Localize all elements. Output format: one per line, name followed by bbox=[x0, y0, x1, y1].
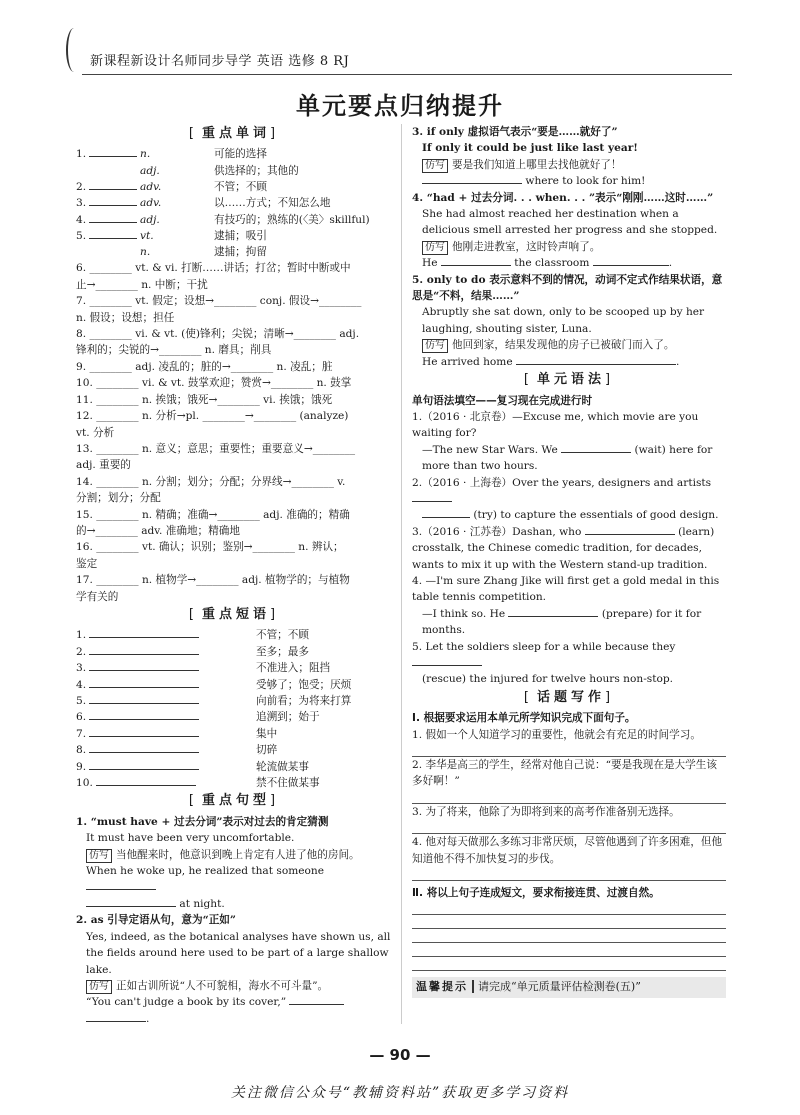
example-sentence: She had almost reached her destination when a delicious smell arrested her progress and she stopped. bbox=[422, 208, 718, 237]
example-sentence: Abruptly she sat down, only to be scooped up by her laughing, shouting sister, Luna. bbox=[422, 306, 705, 335]
grammar-question: —I think so. He (prepare) for it for months. bbox=[422, 607, 702, 637]
answer-line: at night. bbox=[76, 896, 392, 912]
writing-answer-line[interactable] bbox=[412, 867, 726, 881]
vocab-line: 16. ________ vt. 确认；识别；鉴别→________ n. 辨认； bbox=[76, 541, 344, 554]
writing-prompt: 1. 假如一个人知道学习的重要性，他就会有充足的时间学习。 bbox=[412, 728, 701, 741]
answer-blank[interactable] bbox=[412, 655, 482, 666]
answer-line: He the classroom . bbox=[422, 257, 673, 270]
page-title: 单元要点归纳提升 bbox=[296, 92, 504, 120]
vocab-line: 分割；划分；分配 bbox=[76, 492, 161, 505]
answer-line: where to look for him! bbox=[412, 173, 726, 189]
running-header: 新课程新设计名师同步导学 英语 选修 8 RJ bbox=[90, 54, 350, 69]
answer-blank[interactable] bbox=[89, 660, 199, 671]
section-heading-sentences: [ 重点句型 ] bbox=[76, 793, 392, 809]
answer-blank[interactable] bbox=[89, 709, 199, 720]
answer-line: . bbox=[76, 1011, 392, 1027]
example-sentence: If only it could be just like last year! bbox=[422, 142, 638, 155]
vocab-line: 7. ________ vt. 假定；设想→________ conj. 假设→________ bbox=[76, 295, 362, 308]
section-heading-writing: [ 话题写作 ] bbox=[412, 690, 726, 706]
phrase-row: 8. 切碎 bbox=[76, 744, 278, 757]
grammar-subheading: 单句语法填空——复习现在完成进行时 bbox=[412, 394, 593, 407]
vocab-line: 14. ________ n. 分割；划分；分配；分界线→________ v. bbox=[76, 475, 346, 488]
answer-blank[interactable] bbox=[508, 606, 598, 617]
answer-blank[interactable] bbox=[86, 879, 156, 890]
imitation-label: 仿写 bbox=[422, 241, 448, 255]
phrase-row: 6. 追溯到；始于 bbox=[76, 711, 320, 724]
vocab-line: 8. ________ vi. & vt. (使)锋利；尖锐；清晰→________ adj. bbox=[76, 328, 360, 341]
section-heading-vocab: [ 重点单词 ] bbox=[76, 126, 392, 142]
vocab-row: n. 逮捕；拘留 bbox=[140, 246, 267, 259]
grammar-question: 2.（2016 · 上海卷）Over the years, designers and artists bbox=[412, 475, 726, 508]
example-sentence: Yes, indeed, as the botanical analyses have shown us, all the fields around here used to be part of a large shallow lake. bbox=[86, 930, 391, 976]
tip-box: 温馨提示 请完成“单元质量评估检测卷(五)” bbox=[412, 977, 726, 997]
page-number: — 90 — bbox=[369, 1046, 431, 1064]
vocab-line: 9. ________ adj. 凌乱的；脏的→________ n. 凌乱；脏 bbox=[76, 360, 333, 373]
answer-blank[interactable] bbox=[89, 195, 137, 206]
answer-line: He arrived home . bbox=[422, 355, 680, 368]
sentence-pattern-title: 3. if only 虚拟语气表示“要是……就好了” bbox=[412, 126, 618, 138]
answer-line: When he woke up, he realized that someone bbox=[76, 863, 392, 896]
vocab-line: 学有关的 bbox=[76, 590, 119, 603]
answer-blank[interactable] bbox=[96, 775, 196, 786]
writing-prompt: 4. 他对每天做那么多练习非常厌烦，尽管他遇到了许多困难，但他知道他不得不加快复习的步伐。 bbox=[412, 836, 723, 865]
sentence-pattern-title: 2. as 引导定语从句，意为“正如” bbox=[76, 914, 236, 927]
vocab-row: 5. vt. 逮捕；吸引 bbox=[76, 230, 267, 243]
vocab-line: 11. ________ n. 挨饿；饿死→________ vi. 挨饿；饿死 bbox=[76, 393, 333, 406]
writing-part-one-heading: Ⅰ. 根据要求运用本单元所学知识完成下面句子。 bbox=[412, 712, 636, 725]
grammar-question: 4. —I'm sure Zhang Jike will first get a gold medal in this table tennis competition. bbox=[412, 574, 720, 604]
vocab-line: 鉴定 bbox=[76, 557, 98, 570]
vocab-line: 15. ________ n. 精确；准确→________ adj. 准确的；精确 bbox=[76, 508, 350, 521]
vocab-line: 17. ________ n. 植物学→________ adj. 植物学的；与植物 bbox=[76, 574, 350, 587]
vocab-line: 13. ________ n. 意义；意思；重要性；重要意义→________ bbox=[76, 442, 356, 455]
answer-blank[interactable] bbox=[86, 896, 176, 907]
grammar-question: (try) to capture the essentials of good design. bbox=[412, 507, 726, 523]
imitation-label: 仿写 bbox=[422, 159, 448, 173]
answer-blank[interactable] bbox=[89, 726, 199, 737]
answer-blank[interactable] bbox=[86, 1011, 146, 1022]
section-heading-grammar: [ 单元语法 ] bbox=[412, 372, 726, 388]
answer-blank[interactable] bbox=[89, 627, 199, 638]
answer-blank[interactable] bbox=[585, 524, 675, 535]
vocab-row: 1. n. 可能的选择 bbox=[76, 148, 267, 161]
sentence-pattern-title: 1. “must have + 过去分词”表示对过去的肯定猜测 bbox=[76, 815, 329, 828]
vocab-row: 2. adv. 不管；不顾 bbox=[76, 180, 267, 193]
phrase-row: 2. 至多；最多 bbox=[76, 645, 309, 658]
answer-blank[interactable] bbox=[516, 354, 676, 365]
imitation-prompt: 仿写 当他醒来时，他意识到晚上肯定有人进了他的房间。 bbox=[76, 847, 392, 863]
grammar-question: (rescue) the injured for twelve hours non-stop. bbox=[422, 673, 673, 686]
writing-answer-line[interactable] bbox=[412, 790, 726, 804]
left-column bbox=[76, 124, 392, 1027]
writing-answer-line[interactable] bbox=[412, 929, 726, 943]
phrase-row: 1. 不管；不顾 bbox=[76, 629, 309, 642]
writing-part-two-heading: Ⅱ. 将以上句子连成短文，要求衔接连贯、过渡自然。 bbox=[412, 887, 660, 900]
sentence-pattern-title: 5. only to do 表示意料不到的情况，动词不定式作结果状语，意思是“不料，结果……” bbox=[412, 273, 723, 303]
phrase-row: 7. 集中 bbox=[76, 727, 278, 740]
imitation-prompt: 仿写 正如古训所说“人不可貌相，海水不可斗量”。 bbox=[76, 978, 392, 994]
answer-blank[interactable] bbox=[422, 173, 522, 184]
header-divider bbox=[82, 74, 732, 75]
answer-blank[interactable] bbox=[89, 759, 199, 770]
phrase-row: 5. 向前看；为将来打算 bbox=[76, 695, 352, 707]
vocab-line: 6. ________ vt. & vi. 打断……讲话；打岔；暂时中断或中 bbox=[76, 262, 351, 275]
vocab-line: n. 假设；设想；担任 bbox=[76, 311, 175, 324]
writing-prompt: 3. 为了将来，他除了为即将到来的高考作准备别无选择。 bbox=[412, 805, 680, 818]
writing-prompt: 2. 李华是高三的学生，经常对他自己说：“要是我现在是大学生该多好啊！” bbox=[412, 759, 717, 788]
answer-blank[interactable] bbox=[561, 442, 631, 453]
vocab-line: 10. ________ vi. & vt. 鼓掌欢迎；赞赏→________ n. 鼓掌 bbox=[76, 377, 352, 390]
answer-line: “You can't judge a book by its cover,” bbox=[76, 994, 392, 1010]
example-sentence: It must have been very uncomfortable. bbox=[86, 832, 295, 845]
header-arc-decoration bbox=[66, 28, 82, 72]
answer-blank[interactable] bbox=[89, 146, 137, 157]
imitation-prompt: 仿写 要是我们知道上哪里去找他就好了！ bbox=[412, 157, 726, 173]
phrase-row: 3. 不准进入；阻挡 bbox=[76, 662, 331, 675]
sentence-pattern-title: 4. “had + 过去分词. . . when. . . ”表示“刚刚……这时……” bbox=[412, 191, 714, 204]
answer-blank[interactable] bbox=[89, 644, 199, 655]
vocab-row: 4. adj. 有技巧的；熟练的(〈美〉skillful) bbox=[76, 213, 370, 226]
writing-answer-line[interactable] bbox=[412, 743, 726, 757]
answer-blank[interactable] bbox=[289, 994, 344, 1005]
imitation-prompt: 仿写 他刚走进教室，这时铃声响了。 bbox=[412, 239, 726, 255]
imitation-label: 仿写 bbox=[86, 980, 112, 994]
column-divider bbox=[401, 124, 402, 1024]
writing-answer-line[interactable] bbox=[412, 901, 726, 915]
footer-watermark: 关注微信公众号“教辅资料站”获取更多学习资料 bbox=[230, 1085, 570, 1101]
answer-blank[interactable] bbox=[89, 693, 199, 704]
imitation-prompt: 仿写 他回到家，结果发现他的房子已被破门而入了。 bbox=[412, 337, 726, 353]
answer-blank[interactable] bbox=[89, 179, 137, 190]
vocab-row: adj. 供选择的；其他的 bbox=[140, 164, 299, 177]
answer-blank[interactable] bbox=[89, 677, 199, 688]
vocab-line: 锋利的；尖锐的→________ n. 磨具；削具 bbox=[76, 344, 272, 357]
writing-answer-line[interactable] bbox=[412, 943, 726, 957]
grammar-question: —The new Star Wars. We (wait) here for more than two hours. bbox=[422, 443, 713, 473]
answer-blank[interactable] bbox=[89, 742, 199, 753]
vocab-line: adj. 重要的 bbox=[76, 459, 131, 472]
answer-blank[interactable] bbox=[593, 255, 669, 266]
phrase-row: 9. 轮流做某事 bbox=[76, 760, 309, 773]
section-heading-phrases: [ 重点短语 ] bbox=[76, 607, 392, 623]
imitation-label: 仿写 bbox=[422, 339, 448, 353]
answer-blank[interactable] bbox=[89, 228, 137, 239]
imitation-label: 仿写 bbox=[86, 849, 112, 863]
vocab-line: 止→________ n. 中断；干扰 bbox=[76, 278, 208, 291]
answer-blank[interactable] bbox=[89, 212, 137, 223]
phrase-row: 4. 受够了；饱受；厌烦 bbox=[76, 678, 352, 691]
writing-answer-line[interactable] bbox=[412, 820, 726, 834]
vocab-row: 3. adv. 以……方式；不知怎么地 bbox=[76, 197, 331, 210]
answer-blank[interactable] bbox=[422, 507, 470, 518]
vocab-line: 12. ________ n. 分析→pl. ________→________ (analyze) bbox=[76, 410, 349, 423]
answer-blank[interactable] bbox=[412, 491, 452, 502]
tip-label: 温馨提示 bbox=[416, 980, 474, 993]
writing-answer-line[interactable] bbox=[412, 957, 726, 971]
answer-blank[interactable] bbox=[441, 255, 511, 266]
vocab-line: vt. 分析 bbox=[76, 426, 115, 439]
grammar-question: 5. Let the soldiers sleep for a while because they bbox=[412, 639, 726, 672]
grammar-question: 3.（2016 · 江苏卷）Dashan, who (learn) crosstalk, the Chinese comedic tradition, for decades, wants to mix it up with the Western stand-up tradition. bbox=[412, 525, 715, 571]
vocab-line: 的→________ adv. 准确地；精确地 bbox=[76, 524, 240, 537]
writing-answer-line[interactable] bbox=[412, 915, 726, 929]
grammar-question: 1.（2016 · 北京卷）—Excuse me, which movie are you waiting for? bbox=[412, 410, 699, 440]
right-column bbox=[412, 124, 726, 998]
phrase-row: 10. 禁不住做某事 bbox=[76, 777, 320, 790]
